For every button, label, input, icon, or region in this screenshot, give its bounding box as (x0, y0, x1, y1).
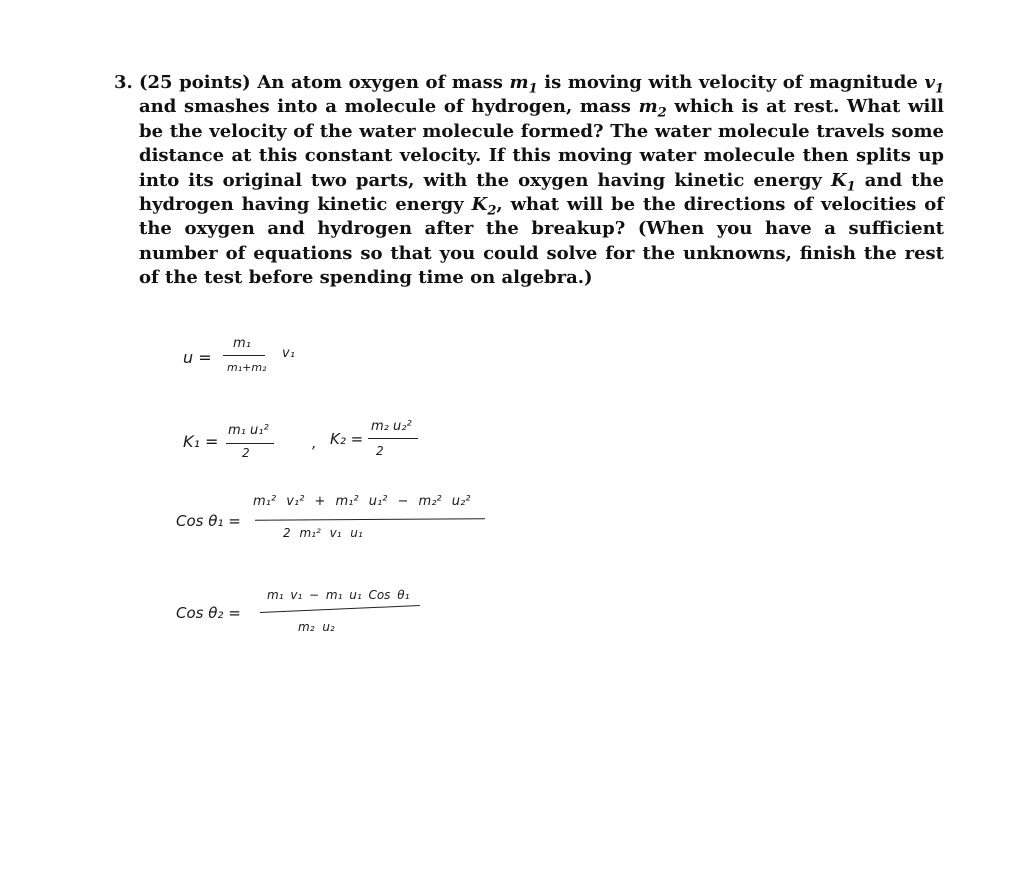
eq2-lhs: K₁ = (183, 432, 219, 451)
eq2-numerator: m₁ u₁² (228, 423, 269, 438)
eq3-numerator: m₁² v₁² + m₁² u₁² − m₂² u₂² (253, 494, 471, 509)
problem-statement (114, 71, 944, 291)
eq4-fraction-bar (260, 605, 420, 613)
eq4-denominator: m₂ u₂ (298, 620, 335, 634)
eq4-numerator: m₁ v₁ − m₁ u₁ Cos θ₁ (267, 588, 410, 602)
problem-text-part: and the hydrogen having kinetic energy (139, 169, 944, 216)
problem-text-part: An atom oxygen of mass (257, 72, 503, 93)
eq2-numerator2: m₂ u₂² (371, 419, 412, 434)
eq1-numerator: m₁ (233, 336, 251, 351)
eq1-denominator: m₁+m₂ (227, 361, 267, 374)
problem-text-part: is moving with velocity of magnitude (544, 72, 918, 93)
var-v1: $v_1$ (924, 72, 944, 97)
var-k2: $K_2$ (471, 194, 497, 219)
problem-points: (25 points) (139, 72, 251, 93)
problem-text-part: and smashes into a molecule of hydrogen, mass (139, 96, 631, 118)
problem-text-part: , what will be the directions of velocities of the oxygen and hydrogen after the breakup? (When you have a sufficient number of equations so that you could solve for the unknowns, finish the rest of the test before spending time on algebra.) (139, 194, 944, 289)
eq2-fraction-bar2 (368, 438, 418, 439)
eq2-denominator2: 2 (376, 444, 384, 458)
var-k1: $K_1$ (830, 169, 856, 195)
problem-text-part: which is at rest. What will be the velocity of the water molecule formed? The water molecule travels some distance at this constant velocity. If this moving water molecule then splits up into its original two parts, with the oxygen having kinetic energy (139, 96, 944, 191)
eq2-separator: , (312, 436, 317, 452)
eq2-denominator: 2 (242, 446, 250, 460)
problem-text (139, 71, 944, 291)
eq1-fraction-bar (223, 355, 265, 356)
eq3-denominator: 2 m₁² v₁ u₁ (283, 526, 363, 540)
problem-number: 3. (114, 72, 133, 93)
eq1-rhs: v₁ (282, 346, 295, 361)
eq3-lhs: Cos θ₁ = (176, 512, 241, 530)
eq1-lhs: u = (183, 348, 212, 367)
var-m1: $m_1$ (509, 72, 538, 97)
eq2-fraction-bar (226, 443, 274, 444)
eq2-lhs2: K₂ = (330, 430, 364, 448)
eq4-lhs: Cos θ₂ = (176, 604, 241, 622)
var-m2: $m_2$ (638, 96, 667, 121)
eq3-fraction-bar (255, 518, 485, 521)
